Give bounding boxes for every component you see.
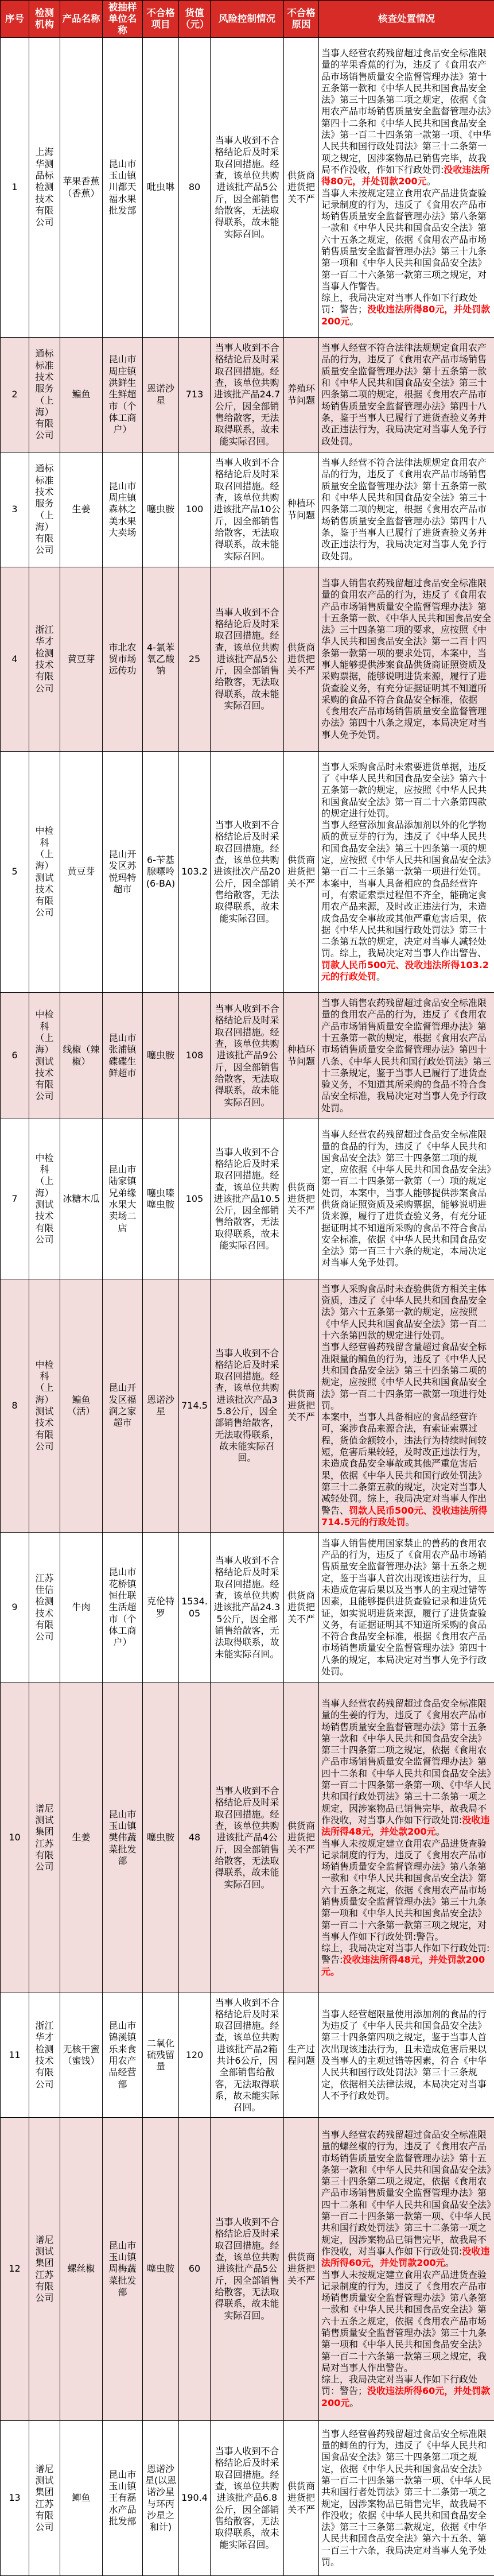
cell-reason: 养殖环节问题 (284, 338, 319, 452)
disposal-text: 。 (436, 1826, 445, 1837)
cell-value: 108 (179, 993, 211, 1119)
cell-unit: 昆山市玉山镇樊伟蔬菜批发部 (103, 1683, 143, 1993)
disposal-text: 当事人经营农药残留超过食品安全标准限量的苹果香蕉的行为，违反了《食用农产品市场销售质量安全监督管理办法》第十五条第一款和《中华人民共和国食品安全法》第三十四条第二项之规定，依据《食用农产品市场销售质量安全监督管理办法》第四十二条和《中华人民共和国食品安全法》第一百二十四条第一款第一项、《中华人民共和国行政处罚法》第三十二条第一项之规定，因涉案物品已销售完毕，故我局不作没收，作如下行政处罚: (321, 48, 491, 175)
cell-risk: 当事人收到不合格结论后及时采取召回措施。经查，该单位共购进该批产品10.5公斤，因全部销售给散客，无法取得联系，故未能实际召回。 (211, 1119, 284, 1279)
disposal-text: 本案中，当事人具备相应的食品经营许可，案涉食品来源合法，有索证索票过程，货值金额较小，违法行为持续时间较短，危害后果较轻，及时改正违法行为，未造成食品安全事故或其他严重危害后果，依据《中华人民共和国行政处罚法》第三十二条第五款的规定，决定对当事人减轻处罚。综上，我局决定对当事人作出警告、 (321, 1411, 487, 1515)
disposal-text: 当事人经营农药残留超过食品安全标准限量的食品的行为，违反了《中华人民共和国食品安全法》第三十四条第二项的规定，应依据《中华人民共和国食品安全法》第一百二十四条第一款第（一）项的规定处罚，本案中，当事人能够提供涉案食品供货商证照资质及采购票据，能够说明进货来源，履行了进货查验义务，有充分证据证明其不知道所采购的食品不符合食品安全标准，依据《中华人民共和国食品安全法》第一百三十六条的规定，本局决定对当事人免予处罚。 (321, 1129, 491, 1268)
disposal-paragraph (321, 1411, 492, 1528)
disposal-text: 综上，我局决定对当事人作如下行政处罚：警告； (321, 292, 477, 315)
table-row (1, 1119, 494, 1279)
penalty-highlight: 没收违法所得80元，并处罚款200元 (321, 164, 489, 187)
cell-reason: 供货商进货把关不严 (284, 38, 319, 338)
header-reason: 不合格原因 (284, 1, 319, 38)
cell-lab: 谱尼测试集团江苏有限公司 (29, 2421, 60, 2576)
cell-reason: 种植环节问题 (284, 993, 319, 1119)
disposal-paragraph (321, 1341, 492, 1411)
disposal-paragraph (321, 2428, 492, 2569)
cell-product: 苹果香蕉（香蕉） (60, 38, 103, 338)
cell-risk: 当事人收到不合格结论后及时采取召回措施。经查，该单位共购进该批次产品35.8公斤，因全部销售给散客，无法取得联系，故未能实际召回。 (211, 1279, 284, 1533)
disposal-text: 当事人经营兽药残留含量超过食品安全标准限量的鳊鱼的行为，违反了《中华人民共和国食品安全法》第三十四条第二项的规定，应按照《中华人民共和国食品安全法》第一百二十四条第一款第一项进行处罚。 (321, 1341, 487, 1410)
table-row (1, 1279, 494, 1533)
cell-value: 48 (179, 1683, 211, 1993)
disposal-text: 当事人未按规定建立食用农产品进货查验记录制度的行为，违反了《食用农产品市场销售质量安全监督管理办法》第八条第一款和《中华人民共和国食品安全法》第六十五条之规定，依据《食用农产品市场销售质量安全监督管理办法》第三十九条第一项和《中华人民共和国食品安全法》第一百二十六条第一款第三项之规定，对当事人作警告。 (321, 188, 487, 292)
cell-product: 生姜 (60, 1683, 103, 1993)
cell-reason: 供货商进货把关不严 (284, 567, 319, 752)
cell-item: 克伦特罗 (143, 1533, 179, 1683)
cell-no: 3 (1, 452, 29, 567)
cell-product: 线椒（辣椒） (60, 993, 103, 1119)
cell-reason: 供货商进货把关不严 (284, 2118, 319, 2421)
cell-no: 2 (1, 338, 29, 452)
disposal-text: 。 (349, 316, 359, 327)
cell-unit: 昆山市陆家镇兄弟缘水果大卖场二店 (103, 1119, 143, 1279)
cell-reason: 供货商进货把关不严 (284, 1533, 319, 1683)
cell-product: 黄豆芽 (60, 752, 103, 993)
disposal-text: 当事人未按规定建立食用农产品进货查验记录制度的行为，违反了《食用农产品市场销售质量安全监督管理办法》第八条第一款和《中华人民共和国食品安全法》第六十五条之规定，依据《食用农产品市场销售质量安全监督管理办法》第三十九条第一项和《中华人民共和国食品安全法》第一百二十六条第一款第三项之规定，对当事人作如下行政处罚:警告。 (321, 1838, 487, 1942)
cell-item: 噻虫胺 (143, 993, 179, 1119)
cell-product: 冰糖木瓜 (60, 1119, 103, 1279)
disposal-text: 。 (445, 2257, 454, 2268)
table-row (1, 2118, 494, 2421)
cell-unit: 昆山市花桥镇恒仕联生活超市（个体工商户） (103, 1533, 143, 1683)
disposal-paragraph (321, 878, 492, 983)
disposal-paragraph (321, 1838, 492, 1943)
table-row (1, 567, 494, 752)
cell-disposal (319, 338, 494, 452)
disposal-text: 当事人经营添加食品添加剂以外的化学物质的黄豆芽的行为，违反了《中华人民共和国食品安全法》第三十四条第一项的规定，应按照《中华人民共和国食品安全法》第一百二十三条第一款第一项进行处罚。 (321, 819, 491, 877)
cell-product: 无核干蜜（蜜饯） (60, 1993, 103, 2118)
cell-risk: 当事人收到不合格结论后及时采取召回措施。经查，该单位共购进该批产品4公斤，因全部销售给散客，无法取得联系，故未能实际召回。 (211, 1683, 284, 1993)
penalty-highlight: 没收违法所得80元，并处罚款200元 (321, 304, 490, 326)
cell-value: 1534.05 (179, 1533, 211, 1683)
header-unit: 被抽样单位名称 (103, 1, 143, 38)
penalty-highlight: 没收违法所得60元，并处罚款200元 (321, 2246, 489, 2268)
disposal-paragraph (321, 342, 492, 447)
cell-item: 恩诺沙星 (143, 1279, 179, 1533)
cell-value: 25 (179, 567, 211, 752)
disposal-paragraph (321, 1943, 492, 1978)
header-disposal: 核查处置情况 (319, 1, 494, 38)
cell-no: 12 (1, 2118, 29, 2421)
cell-unit: 昆山市玉山镇王有磊水产品批发部 (103, 2421, 143, 2576)
cell-lab: 通标标准技术服务（上海）有限公司 (29, 452, 60, 567)
disposal-paragraph (321, 761, 492, 819)
cell-lab: 江苏佳信检测技术有限公司 (29, 1533, 60, 1683)
disposal-text: 本案中，当事人具备相应的食品经营许可，有索证索票过程但不齐全，能确定食用农产品来源，及时改正违法行为，未造成食品安全事故或其他严重危害后果，依据《中华人民共和国行政处罚法》第三十二条第五款的规定，决定对当事人减轻处罚。综上，我局决定对当事人作出警告、 (321, 878, 487, 959)
cell-product: 牛肉 (60, 1533, 103, 1683)
cell-risk: 当事人收到不合格结论后及时采取召回措施。经查，该单位共购进该批产品24.7公斤，因全部销售给散客，无法取得联系，故未能实际召回。 (211, 338, 284, 452)
table-row (1, 452, 494, 567)
cell-value: 80 (179, 38, 211, 338)
cell-disposal (319, 1533, 494, 1683)
cell-disposal (319, 452, 494, 567)
cell-risk: 当事人收到不合格结论后及时采取召回措施。经查，该单位共购进该批产品5公斤，因全部销售给散客，无法取得联系，故未能实际召回。 (211, 567, 284, 752)
cell-risk: 当事人收到不合格结论后及时采取召回措施。经查，该单位共购进该批产品5公斤，因全部销售给散客，无法取得联系，故未能实际召回。 (211, 2118, 284, 2421)
cell-no: 8 (1, 1279, 29, 1533)
disposal-text: 综上，我局决定对当事人作如下行政处罚:警告: (321, 1943, 489, 1965)
cell-lab: 中检科（上海）测试技术有限公司 (29, 993, 60, 1119)
cell-no: 1 (1, 38, 29, 338)
cell-lab: 上海华测品标检测技术有限公司 (29, 38, 60, 338)
cell-risk: 当事人收到不合格结论后及时采取召回措施。经查，该单位共购进该批产品10公斤，因全部销售给散客，无法取得联系，故未能实际召回。 (211, 452, 284, 567)
disposal-paragraph (321, 457, 492, 562)
disposal-paragraph (321, 819, 492, 877)
table-row (1, 1993, 494, 2118)
disposal-paragraph (321, 188, 492, 293)
cell-lab: 通标标准技术服务（上海）有限公司 (29, 338, 60, 452)
cell-risk: 当事人收到不合格结论后及时采取召回措施。经查，该单位共购进该批产品9公斤，因全部销售给散客，无法取得联系，故未能实际召回。 (211, 993, 284, 1119)
disposal-text: 当事人销售农药残留超过食品安全标准限量的食用农产品的行为，违反了《食用农产品市场销售质量安全监督管理办法》第十五条第一款的规定，根据《食用农产品市场销售质量安全监督管理办法》第四十八条、《中华人民共和国行政处罚法》第三十三条规定，鉴于当事人已履行了进货查验义务，不知道其所采购的食品不符合食品安全标准，我局决定对当事人免予行政处罚。 (321, 997, 491, 1113)
cell-risk: 当事人收到不合格结论后及时采取召回措施。经查，该单位共购进该批产品5公斤，因全部销售给散客，无法取得联系，故未能实际召回。 (211, 38, 284, 338)
cell-product: 鳊鱼 (60, 338, 103, 452)
cell-value: 103.2 (179, 752, 211, 993)
cell-unit: 市北农贸市场远传功 (103, 567, 143, 752)
cell-item: 噻虫嗪 噻虫胺 (143, 1119, 179, 1279)
cell-item: 4-氯苯氧乙酸钠 (143, 567, 179, 752)
disposal-text: 。 (349, 2397, 359, 2408)
header-product: 产品名称 (60, 1, 103, 38)
disposal-text: 当事人未按规定建立食用农产品进货查验记录制度的行为，违反了《食用农产品市场销售质量安全监督管理办法》第八条第一款和《中华人民共和国食品安全法》第六十五条之规定，依据《食用农产品市场销售质量安全监督管理办法》第三十九条第一项和《中华人民共和国食品安全法》第一百二十六条第一款第三项之规定，我局对当事人作出警告。 (321, 2269, 487, 2373)
cell-unit: 昆山市玉山镇周梅蔬菜批发部 (103, 2118, 143, 2421)
disposal-text: 当事人销售农药残留超过食品安全标准限量的食用农产品的行为，违反了《食用农产品市场销售质量安全监督管理办法》第十五条第一款、《中华人民共和国食品安全法》三十四条第二项的要求，应按照《中华人民共和国食品安全法》第一二百十四条第一款第一项的要求处罚，本案中，当事人能够提供涉案食品供货商证照资质及采购票据，能够说明进货来源，履行了进货查验义务，有充分证据证明其不知道所采购的食品不符合食品安全标准，依据《食用农产品市场销售质量安全监督管理办法》第四十八条之规定，本局决定对当事人免予处罚。 (321, 578, 491, 740)
cell-disposal (319, 1993, 494, 2118)
cell-no: 4 (1, 567, 29, 752)
cell-item: 噻虫胺 (143, 452, 179, 567)
cell-lab: 浙江华才检测技术有限公司 (29, 567, 60, 752)
disposal-paragraph (321, 1538, 492, 1678)
disposal-text: 当事人经营不符合法律法规规定食用农产品的行为，违反了《食用农产品市场销售质量安全监督管理办法》第十五条第一款和《中华人民共和国食品安全法》第三十四条第二项的规定，根据《食用农产品市场销售质量安全监督管理办法》第四十八条，鉴于当事人已履行了进货查验义务并改正违法行为，我局决定对当事人免予行政处罚。 (321, 342, 487, 446)
cell-lab: 谱尼测试集团江苏有限公司 (29, 2118, 60, 2421)
cell-value: 105 (179, 1119, 211, 1279)
cell-value: 713 (179, 338, 211, 452)
cell-risk: 当事人收到不合格结论后及时采取召回措施。经查，该单位共购进该批产品2箱共计6公斤，因全部销售给散客，无法取得联系，故未能实际召回。 (211, 1993, 284, 2118)
header-lab: 检测机构 (29, 1, 60, 38)
cell-no: 7 (1, 1119, 29, 1279)
disposal-text: 当事人经营兽药残留超过食品安全标准限量的鲫鱼的行为，违反了《中华人民共和国食品安全法》第三十四条第二项之规定，依据《中华人民共和国食品安全法》第一百二十四条第一款第一项、《中华人民共和国行者处罚法》第三十二条第一项之规定，因涉案物品已销售完毕，故我局不作没收；依据《中华人民共和国食品安全法》第三十三条第二款规定，依据《中华人民共和国食品安全法》第六十五条、第一百三十六条，我局决定对当事人免予处罚。 (321, 2428, 491, 2567)
cell-reason: 供货商进货把关不严 (284, 1279, 319, 1533)
cell-value: 120 (179, 1993, 211, 2118)
disposal-text: 。 (376, 971, 386, 982)
penalty-highlight: 罚款人民币500元、没收违法所得714.5元的行政处罚 (321, 1505, 487, 1527)
cell-value: 100 (179, 452, 211, 567)
disposal-paragraph (321, 2129, 492, 2269)
cell-unit: 昆山市玉山镇川都天福水果批发部 (103, 38, 143, 338)
cell-disposal (319, 1279, 494, 1533)
cell-reason: 种植环节问题 (284, 452, 319, 567)
cell-disposal (319, 567, 494, 752)
penalty-highlight: 罚款人民币500元、没收违法所得103.2元的行政处罚 (321, 960, 489, 982)
cell-risk: 当事人收到不合格结论后及时采取召回措施。经查，该单位共购进该批产品6.8公斤，因全部销售给散客，无法取得联系，故未能实际召回。 (211, 2421, 284, 2576)
cell-unit: 昆山市周庄镇森林之美水果大卖场 (103, 452, 143, 567)
cell-reason: 供货商进货把关不严 (284, 1683, 319, 1993)
penalty-highlight: 没收违法所得60元，并处罚款200元 (321, 2385, 490, 2408)
header-item: 不合格项目 (143, 1, 179, 38)
cell-unit: 昆山开发区福润之家超市 (103, 1279, 143, 1533)
table-row (1, 338, 494, 452)
cell-no: 13 (1, 2421, 29, 2576)
cell-item: 6-苄基腺嘌呤(6-BA) (143, 752, 179, 993)
cell-disposal (319, 1119, 494, 1279)
disposal-text: 综上，我局决定对当事人作如下行政处罚：警告； (321, 2374, 477, 2396)
disposal-text: 。 (427, 176, 436, 187)
cell-item: 二氧化硫残留量 (143, 1993, 179, 2118)
cell-no: 10 (1, 1683, 29, 1993)
disposal-text: 当事人经营农药残留超过食品安全标准限量的生姜的行为，违反了《食用农产品市场销售质量安全监督管理办法》第十五条第一款和《中华人民共和国食品安全法》第三十四条第二项之规定，依据《食用农产品市场销售质量安全监督管理办法》第四十二条和《中华人民共和国食品安全法》第一百二十四条第一条第一项、《中华人民共和国行政处罚法》第三十二条第一项之规定，因涉案物品已销售完毕，故我局不作没收，对当事人作如下行政处罚: (321, 1698, 491, 1825)
disposal-paragraph (321, 1698, 492, 1838)
cell-item: 恩诺沙星 (143, 338, 179, 452)
cell-item: 噻虫胺 (143, 1683, 179, 1993)
cell-value: 714.5 (179, 1279, 211, 1533)
cell-item: 吡虫啉 (143, 38, 179, 338)
cell-disposal (319, 1683, 494, 1993)
disposal-text: 当事人销售使用国家禁止的兽药的食用农产品的行为，违反了《食用农产品市场销售质量安全监督管理办法》第十五条之规定，鉴于当事人首次出现该违法行为，且未造成危害后果以及当事人的主观过错等因素，且能够提供进货查验记录和进货凭证，如实说明进货来源，履行了进货查验义务，有证据证明其不知道所采购的食品不符合食品安全标准，根据《食用农产品市场销售质量安全监督管理办法》第四十八条的规定，本局决定对当事人免予行政处罚。 (321, 1538, 487, 1677)
cell-product: 螺丝椒 (60, 2118, 103, 2421)
disposal-text: 当事人采购食品时未索要进货单据，违反了《中华人民共和国食品安全法》第六十五条第一款的规定，应按照《中华人民共和国食品安全法》第一百二十六条第四款的规定进行处罚。 (321, 761, 487, 819)
cell-no: 11 (1, 1993, 29, 2118)
cell-lab: 中检科（上海）测试技术有限公司 (29, 1279, 60, 1533)
cell-reason: 生产过程问题 (284, 1993, 319, 2118)
cell-product: 鳊鱼（活） (60, 1279, 103, 1533)
cell-item: 恩诺沙星(以恩诺沙星与环丙沙星之和计) (143, 2421, 179, 2576)
cell-lab: 中检科（上海）测试技术有限公司 (29, 1119, 60, 1279)
cell-product: 鲫鱼 (60, 2421, 103, 2576)
cell-disposal (319, 2421, 494, 2576)
table-header-row (1, 1, 494, 38)
header-risk: 风险控制情况 (211, 1, 284, 38)
table-row (1, 752, 494, 993)
cell-product: 黄豆芽 (60, 567, 103, 752)
disposal-text: 当事人经营不符合法律法规规定食用农产品的行为，违反了《食用农产品市场销售质量安全监督管理办法》第十五条第一款和《中华人民共和国食品安全法》第三十四条第二项的规定，根据《食用农产品市场销售质量安全监督管理办法》第四十八条，鉴于当事人已履行了进货查验义务并改正违法行为，我局决定对当事人免予行政处罚。 (321, 457, 487, 561)
disposal-text: 当事人采购食品时未查验供货方相关主体资质，违反了《中华人民共和国食品安全法》第六十五条第一款的规定，应按照《中华人民共和国食品安全法》第一百二十六条第四款的规定进行处罚。 (321, 1283, 487, 1341)
cell-no: 9 (1, 1533, 29, 1683)
cell-lab: 谱尼测试集团江苏有限公司 (29, 1683, 60, 1993)
disposal-text: 当事人经营农药残留超过食品安全标准限量的螺丝椒的行为，违反了《食用农产品市场销售质量安全监督管理办法》第十五条第一款和《中华人民共和国食品安全法》第三十四条第二项之规定，依据《食用农产品市场销售质量安全监督管理办法》第四十二条和《中华人民共和国食品安全法》第一百二十四条第一款第一项、《中华人民共和国行政处罚法》第三十二条第一项之规定，因涉案物品已销售完毕，故我局不作没收，对当事人作如下行政处罚: (321, 2129, 491, 2257)
cell-risk: 当事人收到不合格结论后及时采取召回措施。经查，该单位共购进该批次产品20公斤，因全部销售给散客，无法取得联系，故未能实际召回。 (211, 752, 284, 993)
table-row (1, 1683, 494, 1993)
table-row (1, 1533, 494, 1683)
cell-lab: 中检科（上海）测试技术有限公司 (29, 752, 60, 993)
disposal-text: 。 (406, 1517, 415, 1527)
table-row (1, 993, 494, 1119)
disposal-paragraph (321, 1129, 492, 1269)
cell-disposal (319, 993, 494, 1119)
disposal-paragraph (321, 2269, 492, 2374)
cell-unit: 昆山市周庄镇洪鲜生生鲜超市（个体工商户） (103, 338, 143, 452)
cell-product: 生姜 (60, 452, 103, 567)
disposal-text: 当事人经营超限量使用添加剂的食品的行为违反了《中华人民共和国食品安全法》第三十四条第四项之规定，鉴于当事人首次出现该违法行为，且未造成危害后果以及当事人的主观过错等因素，符合《中华人民共和国行政处罚法》第三十三条规定，依据相关法律法规，本局决定对当事人不予行政处罚。 (321, 2009, 487, 2101)
disposal-paragraph (321, 2009, 492, 2102)
disposal-paragraph (321, 997, 492, 1114)
disposal-paragraph (321, 2374, 492, 2409)
disposal-paragraph (321, 292, 492, 327)
cell-lab: 浙江华才检测技术有限公司 (29, 1993, 60, 2118)
cell-no: 5 (1, 752, 29, 993)
penalty-highlight: 没收违法所得48元，并处罚款200元。 (321, 1954, 485, 1977)
cell-no: 6 (1, 993, 29, 1119)
header-value: 货值（元） (179, 1, 211, 38)
cell-reason: 供货商进货把关不严 (284, 2421, 319, 2576)
cell-disposal (319, 38, 494, 338)
cell-reason: 供货商进货把关不严 (284, 1119, 319, 1279)
cell-item: 噻虫胺 (143, 2118, 179, 2421)
cell-disposal (319, 752, 494, 993)
cell-unit: 昆山开发区苏悦玛特超市 (103, 752, 143, 993)
table-row (1, 38, 494, 338)
table-body (1, 38, 494, 2576)
cell-value: 60 (179, 2118, 211, 2421)
cell-unit: 昆山市锦溪镇乐来食用农产品经营部 (103, 1993, 143, 2118)
header-no: 序号 (1, 1, 29, 38)
table-row (1, 2421, 494, 2576)
disposal-paragraph (321, 1283, 492, 1341)
cell-value: 190.4 (179, 2421, 211, 2576)
cell-disposal (319, 2118, 494, 2421)
cell-reason: 供货商进货把关不严 (284, 752, 319, 993)
disposal-paragraph (321, 48, 492, 188)
penalty-highlight: 没收违法所得48元，并处款200元 (321, 1815, 489, 1837)
cell-unit: 昆山市张浦镇碟碟生鲜超市 (103, 993, 143, 1119)
disposal-paragraph (321, 578, 492, 741)
cell-risk: 当事人收到不合格结论后及时采取召回措施。经查，该单位共购进该批产品24.35公斤，因全部销售给散客，无法取得联系，故未能实际召回。 (211, 1533, 284, 1683)
